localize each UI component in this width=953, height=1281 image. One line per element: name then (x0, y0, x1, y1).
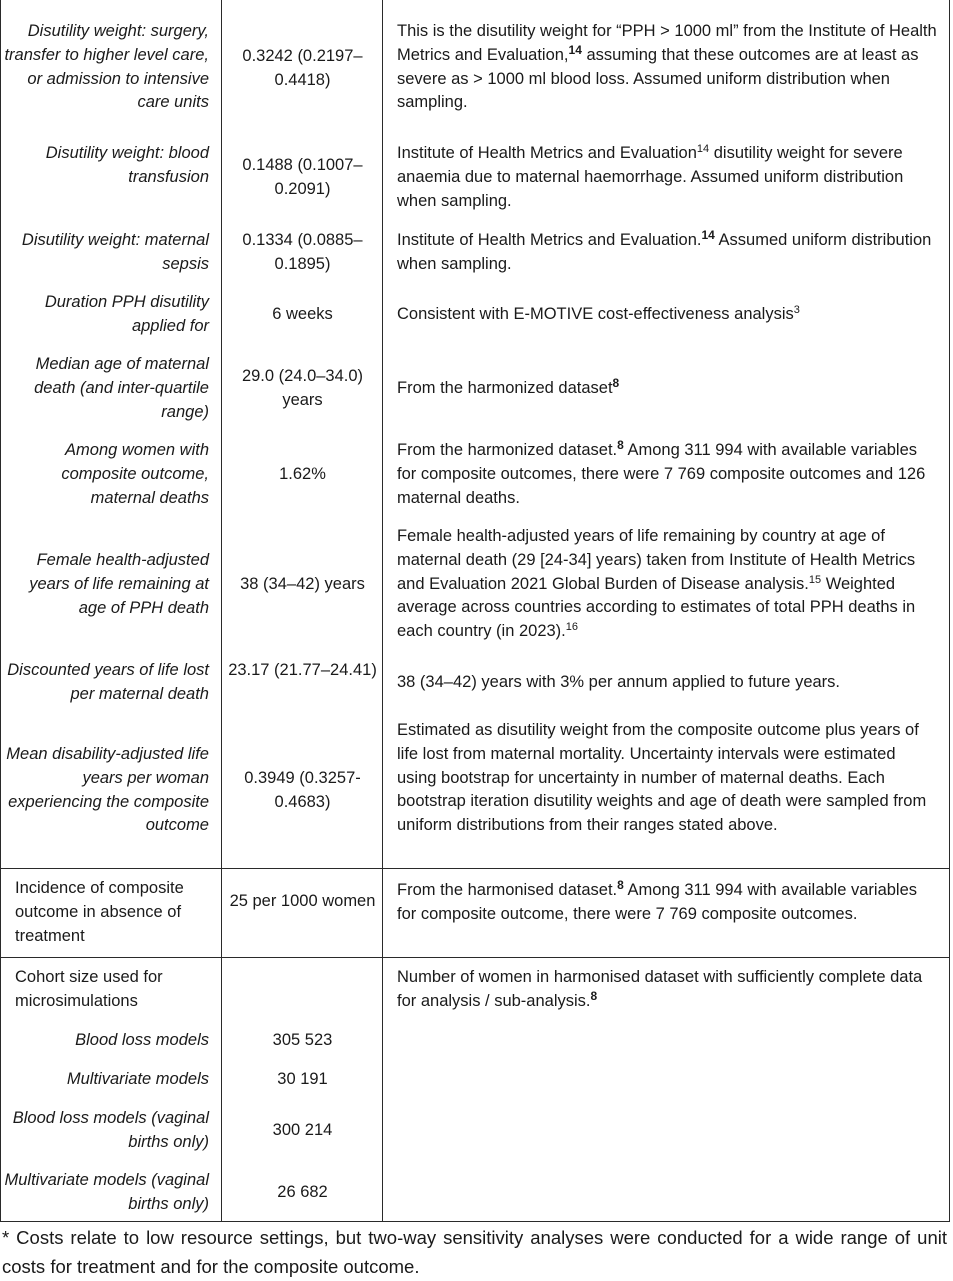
table-row-param: Disutility weight: maternal sepsis (21, 231, 209, 273)
table-row-param: Multivariate models (vaginal births only) (4, 1171, 209, 1213)
table-row-value: 0.3242 (0.2197–0.4418) (242, 47, 363, 89)
table-row-value: 6 weeks (272, 305, 333, 323)
table-row-param: Disutility weight: surgery, transfer to higher level care, or admission to intensive care units (4, 22, 209, 112)
table-row-source: Number of women in harmonised dataset with sufficiently complete data for analysis / sub-analysis.$^8$ (397, 968, 923, 1010)
table-row-param: Incidence of composite outcome in absence of treatment (15, 879, 184, 945)
table-row-value: 0.3949 (0.3257-0.4683) (244, 769, 361, 811)
table-row-value: 300 214 (272, 1121, 333, 1139)
table-row-value: 26 682 (277, 1183, 328, 1201)
table-row-value: 29.0 (24.0–34.0) years (241, 367, 364, 409)
table-row-source: Institute of Health Metrics and Evaluation.$^{14}$ Assumed uniform distribution when sampling. (397, 228, 932, 273)
table-row-param: Disutility weight: blood transfusion (45, 144, 209, 186)
table-row-source: Institute of Health Metrics and Evaluation$^{14}$ disutility weight for severe anaemia due to maternal haemorrhage. Assumed uniform distribution when sampling. (397, 143, 904, 210)
table-border-right (949, 0, 950, 1221)
table-row-param: Among women with composite outcome, maternal deaths (61, 441, 209, 507)
table-row-value: 0.1334 (0.0885–0.1895) (242, 231, 363, 273)
column-divider-1 (221, 0, 222, 1221)
table-row-value: 25 per 1000 women (229, 892, 376, 910)
table-row-source: From the harmonized dataset$^8$ (397, 376, 620, 397)
table-row-value: 23.17 (21.77–24.41) (228, 661, 377, 679)
table-row-source: Estimated as disutility weight from the composite outcome plus years of life lost from maternal mortality. Uncertainty intervals were estimated using bootstrap for uncertainty in number of maternal deaths. Each bootstrap iteration disutility weights and age of death were sampled from uniform distributions from their ranges stated above. (397, 721, 927, 835)
table-row-source: From the harmonised dataset.$^8$ Among 311 994 with available variables for composite outcome, there were 7 769 composite outcomes. (397, 878, 918, 923)
row-divider (0, 957, 950, 958)
table-row-param: Duration PPH disutility applied for (44, 293, 209, 335)
table-row-source: Female health-adjusted years of life remaining by country at age of maternal death (29 [24-34] years) taken from Institute of Health Metrics and Evaluation 2021 Global Burden of Disease analysis.$^{15}$ Weighted average across countries according to estimates of total PPH deaths in each country (in 2023).$^{16}$ (397, 527, 916, 641)
table-row-param: Blood loss models (vaginal births only) (12, 1109, 209, 1151)
table-row-source: From the harmonized dataset.$^8$ Among 311 994 with available variables for composite outcomes, there were 7 769 composite outcomes and 126 maternal deaths. (397, 438, 926, 507)
table-row-param: Discounted years of life lost per maternal death (7, 661, 209, 703)
table-row-source: 38 (34–42) years with 3% per annum applied to future years. (397, 673, 841, 691)
table-row-param: Multivariate models (66, 1070, 209, 1088)
table-row-value: 305 523 (272, 1031, 333, 1049)
table-row-param: Blood loss models (75, 1031, 209, 1049)
table-footnote: * Costs relate to low resource settings, but two-way sensitivity analyses were conducted for a wide range of unit costs for treatment and for the composite outcome. (2, 1227, 947, 1277)
table-row-value: 30 191 (277, 1070, 328, 1088)
table-row-param: Female health-adjusted years of life remaining at age of PPH death (29, 551, 209, 617)
table-row-source: Consistent with E-MOTIVE cost-effectiveness analysis$^3$ (397, 304, 800, 323)
column-divider-2 (382, 0, 383, 1221)
table-border-bottom (0, 1221, 950, 1222)
table-row-value: 1.62% (279, 465, 326, 483)
table-row-param: Mean disability-adjusted life years per woman experiencing the composite outcome (6, 745, 209, 835)
table-row-source: This is the disutility weight for “PPH > 1000 ml” from the Institute of Health Metrics and Evaluation,$^{14}$ assuming that these outcomes are at least as severe as > 1000 ml blood loss. Assumed uniform distribution when sampling. (397, 22, 937, 112)
table-border-left (0, 0, 1, 1221)
table-row-value: 38 (34–42) years (240, 575, 365, 593)
table-row-value: 0.1488 (0.1007–0.2091) (242, 156, 363, 198)
row-divider (0, 868, 950, 869)
table-row-param: Median age of maternal death (and inter-quartile range) (34, 355, 209, 421)
table-row-param: Cohort size used for microsimulations (15, 968, 163, 1010)
